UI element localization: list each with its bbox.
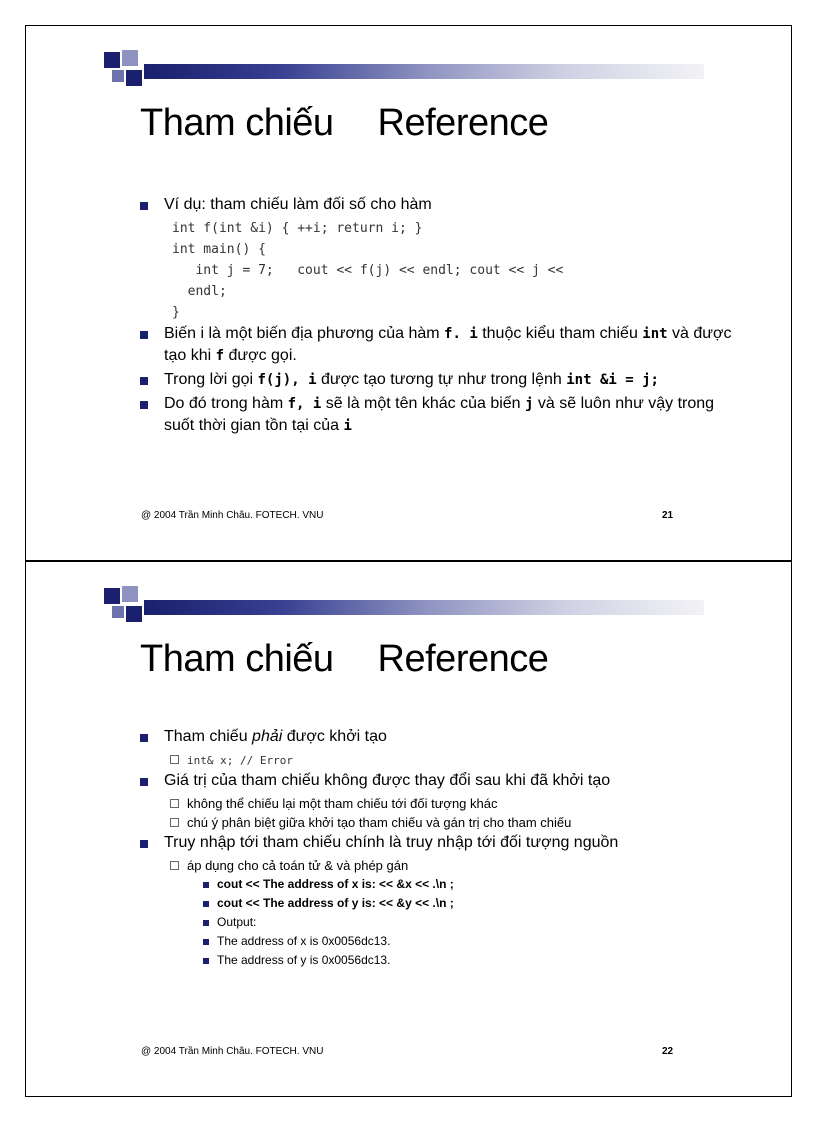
bullet-item: Trong lời gọi f(j), i được tạo tương tự như trong lệnh int &i = j; — [139, 369, 739, 391]
bullet-item: Biến i là một biến địa phương của hàm f. i thuộc kiểu tham chiếu int và được tạo khi f được gọi. — [139, 323, 739, 367]
sub-bullet-item: int& x; // Error — [139, 750, 739, 770]
footer-copyright: @ 2004 Trần Minh Châu. FOTECH. VNU — [141, 510, 324, 521]
sub-sub-bullet-item: The address of x is 0x0056dc13. — [139, 932, 739, 951]
bullet-item: Truy nhập tới tham chiếu chính là truy nhập tới đối tượng nguồn — [139, 832, 739, 854]
code-line: } — [172, 305, 180, 320]
code-line: int f(int &i) { ++i; return i; } — [172, 221, 423, 236]
bullet-item: Tham chiếu phải được khởi tạo — [139, 726, 739, 748]
header-gradient-bar — [144, 64, 704, 79]
header-decoration-square — [104, 588, 120, 604]
header-decoration-square — [104, 52, 120, 68]
slide-21 — [25, 25, 792, 561]
code-line: endl; — [172, 284, 227, 299]
slide-title: Tham chiếu Reference — [140, 102, 549, 144]
header-decoration-square — [126, 606, 142, 622]
sub-sub-bullet-item: cout << The address of x is: << &x << .\n ; — [139, 875, 739, 894]
page-number: 21 — [662, 510, 674, 521]
sub-sub-bullet-item: Output: — [139, 913, 739, 932]
header-decoration-square — [112, 606, 124, 618]
sub-bullet-item: không thể chiếu lại một tham chiếu tới đối tượng khác — [139, 794, 739, 813]
slide-content — [139, 726, 739, 970]
code-line: int main() { — [172, 242, 266, 257]
bullet-item: Giá trị của tham chiếu không được thay đổi sau khi đã khởi tạo — [139, 770, 739, 792]
code-line: int j = 7; cout << f(j) << endl; cout << j << — [172, 263, 564, 278]
header-decoration-square — [122, 586, 138, 602]
slide-22 — [25, 561, 792, 1097]
sub-sub-bullet-item: cout << The address of y is: << &y << .\n ; — [139, 894, 739, 913]
header-decoration-square — [112, 70, 124, 82]
header-decoration-square — [122, 50, 138, 66]
sub-bullet-item: chú ý phân biệt giữa khởi tạo tham chiếu và gán trị cho tham chiếu — [139, 813, 739, 832]
slide-title: Tham chiếu Reference — [140, 638, 549, 680]
sub-sub-bullet-item: The address of y is 0x0056dc13. — [139, 951, 739, 970]
footer-copyright: @ 2004 Trần Minh Châu. FOTECH. VNU — [141, 1046, 324, 1057]
header-decoration-square — [126, 70, 142, 86]
slide-content — [139, 194, 739, 439]
bullet-item: Do đó trong hàm f, i sẽ là một tên khác của biến j và sẽ luôn như vậy trong suốt thời gian tồn tại của i — [139, 393, 739, 437]
page-number: 22 — [662, 1046, 674, 1057]
header-gradient-bar — [144, 600, 704, 615]
sub-bullet-item: áp dụng cho cả toán tử & và phép gán — [139, 856, 739, 875]
bullet-item: Ví dụ: tham chiếu làm đối số cho hàm — [139, 194, 739, 216]
